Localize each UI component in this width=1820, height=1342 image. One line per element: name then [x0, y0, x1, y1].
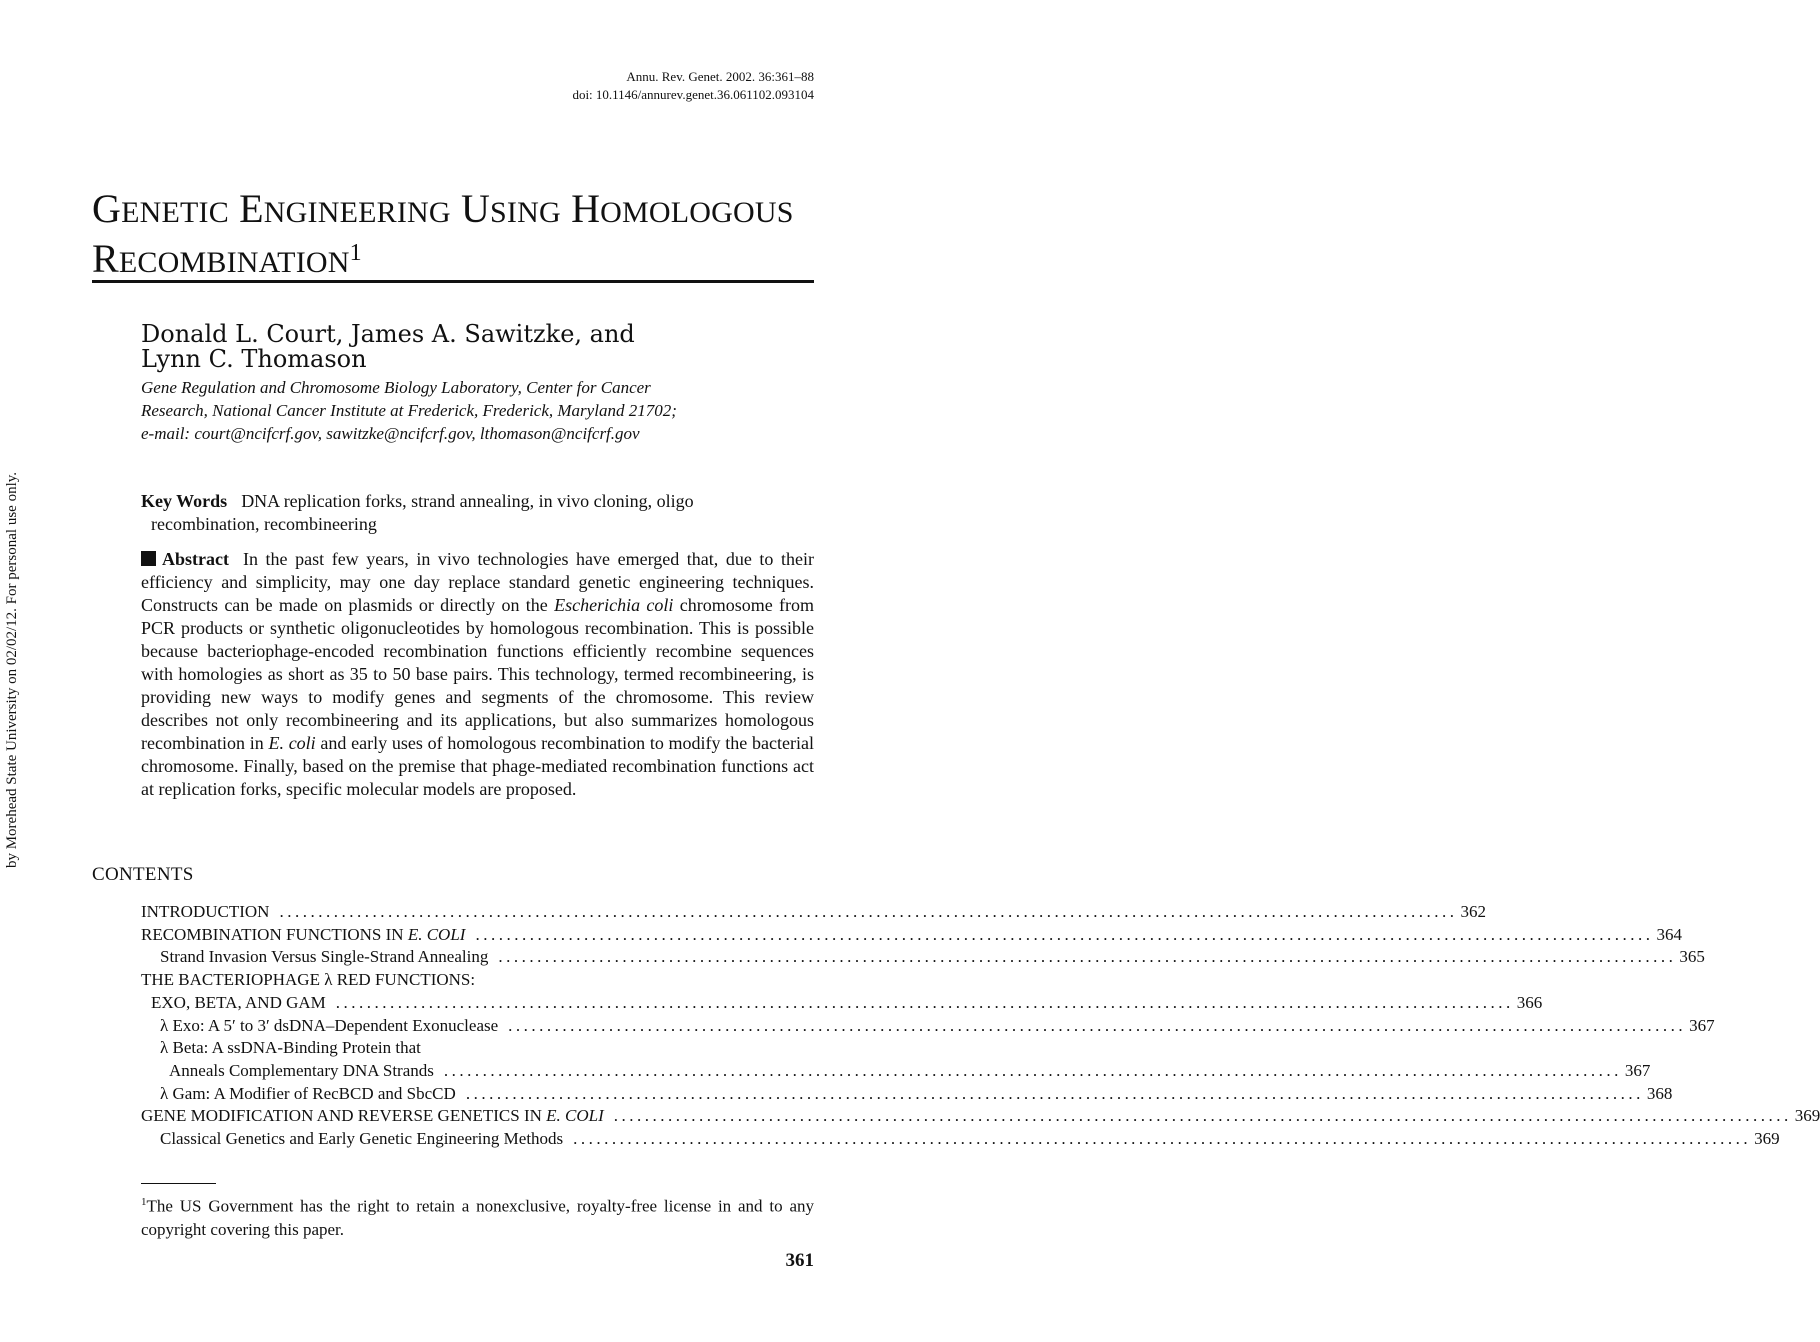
affiliation-line-2: Research, National Cancer Institute at Frederick, Frederick, Maryland 21702; [141, 401, 677, 420]
toc-entry-gene-modification[interactable]: GENE MODIFICATION AND REVERSE GENETICS IN E. COLI ........................................................................................................................................................ 369 [141, 1106, 1820, 1126]
toc-entry-anneals-complementary[interactable]: Anneals Complementary DNA Strands ........................................................................................................................................................ 367 [169, 1060, 1651, 1080]
toc-entry-classical-genetics[interactable]: Classical Genetics and Early Genetic Engineering Methods ........................................................................................................................................................ 369 [160, 1129, 1780, 1149]
table-of-contents [141, 901, 1820, 1151]
article-title: GENETIC ENGINEERING USING HOMOLOGOUS RECOMBINATION$^1$ [92, 186, 794, 281]
key-words-line-1: DNA replication forks, strand annealing, in vivo cloning, oligo [241, 491, 694, 511]
toc-entry-introduction[interactable]: INTRODUCTION ........................................................................................................................................................ 362 [141, 902, 1486, 921]
journal-citation: Annu. Rev. Genet. 2002. 36:361–88 [626, 69, 814, 84]
footnote [141, 1191, 814, 1241]
page-number: 361 [785, 1250, 814, 1271]
footnote-mark: 1 [141, 1196, 147, 1208]
toc-entry-exo-beta-gam[interactable]: EXO, BETA, AND GAM ........................................................................................................................................................ 366 [151, 992, 1543, 1012]
key-words [141, 490, 814, 536]
title-footnote-mark: 1 [349, 240, 362, 266]
key-words-label: Key Words [141, 491, 228, 511]
affiliation-line-1: Gene Regulation and Chromosome Biology Laboratory, Center for Cancer [141, 378, 651, 397]
affiliation-email-line: e-mail: court@ncifcrf.gov, sawitzke@ncifcrf.gov, lthomason@ncifcrf.gov [141, 424, 640, 443]
authors-line-1: Donald L. Court, James A. Sawitzke, and [141, 320, 635, 348]
toc-entry-lambda-red-functions[interactable]: THE BACTERIOPHAGE λ RED FUNCTIONS: [141, 970, 476, 990]
authors-line-2: Lynn C. Thomason [141, 345, 367, 373]
key-words-line-2: recombination, recombineering [151, 514, 377, 534]
toc-entry-strand-invasion[interactable]: Strand Invasion Versus Single-Strand Annealing ........................................................................................................................................................ 365 [160, 947, 1705, 967]
download-notice-line-2: by Morehead State University on 02/02/12. For personal use only. [4, 471, 20, 869]
doi: doi: 10.1146/annurev.genet.36.061102.093104 [572, 87, 814, 102]
download-notice [0, 360, 22, 980]
abstract-square-icon [141, 551, 156, 566]
footnote-text: The US Government has the right to retain a nonexclusive, royalty-free license in and to any copyright covering this paper. [141, 1196, 814, 1239]
toc-entry-recombination-functions[interactable]: RECOMBINATION FUNCTIONS IN E. COLI ........................................................................................................................................................ 364 [141, 924, 1682, 944]
contents-heading: CONTENTS [92, 864, 194, 885]
running-head [572, 68, 814, 104]
toc-entry-lambda-beta[interactable]: λ Beta: A ssDNA-Binding Protein that [160, 1038, 421, 1058]
abstract-label: Abstract [162, 549, 229, 569]
authors [141, 322, 801, 372]
title-rule [92, 280, 814, 283]
footnote-rule [141, 1183, 216, 1184]
toc-entry-lambda-gam[interactable]: λ Gam: A Modifier of RecBCD and SbcCD ........................................................................................................................................................ 368 [160, 1083, 1673, 1103]
abstract: Abstract In the past few years, in vivo technologies have emerged that, due to their efficiency and simplicity, may one day replace standard genetic engineering techniques. Constructs can be made on plasmids or directly on the Escherichia coli chromosome from PCR products or synthetic oligonucleotides by homologous recombination. This is possible because bacteriophage-encoded recombination functions efficiently recombine sequences with homologies as short as 35 to 50 base pairs. This technology, termed recombineering, is providing new ways to modify genes and segments of the chromosome. This review describes not only recombineering and its applications, but also summarizes homologous recombination in E. coli and early uses of homologous recombination to modify the bacterial chromosome. Finally, based on the premise that phage-mediated recombination functions act at replication forks, specific molecular models are proposed. [141, 549, 815, 799]
affiliation [141, 376, 814, 445]
toc-entry-lambda-exo[interactable]: λ Exo: A 5′ to 3′ dsDNA–Dependent Exonuclease ........................................................................................................................................................ 367 [160, 1015, 1715, 1035]
